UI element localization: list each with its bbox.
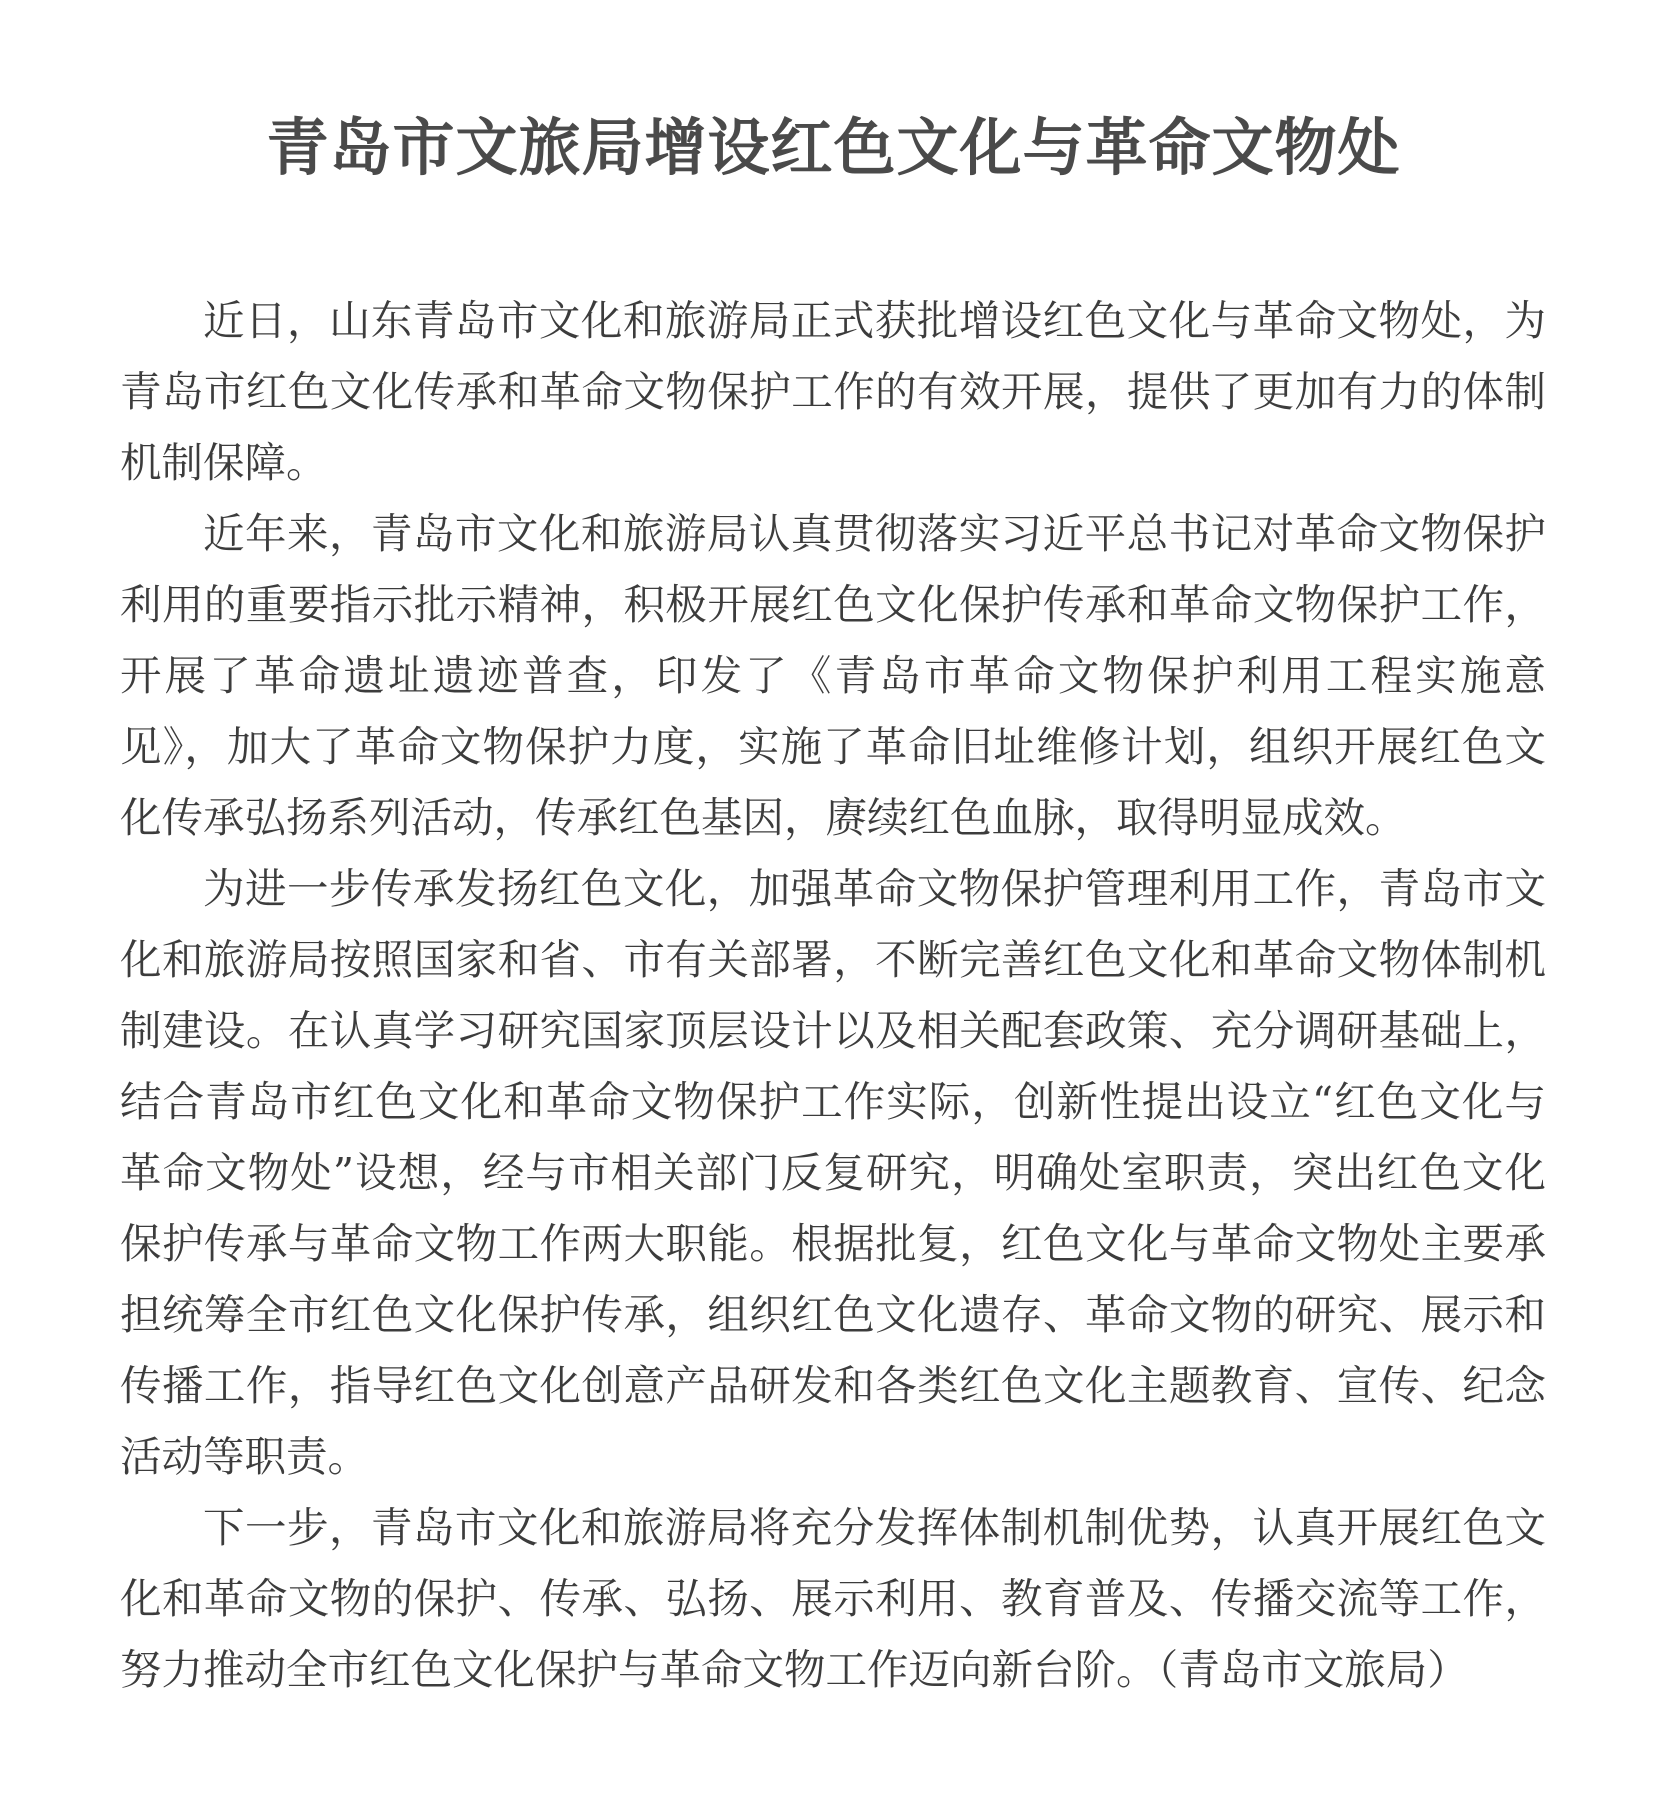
article-title: 青岛市文旅局增设红色文化与革命文物处 [266, 111, 1401, 184]
paragraph-2: 近年来，青岛市文化和旅游局认真贯彻落实习近平总书记对革命文物保护利用的重要指示批示精神，积极开展红色文化保护传承和革命文物保护工作，开展了革命遗址遗迹普查，印发了《青岛市革命文物保护利用工程实施意见》，加大了革命文物保护力度，实施了革命旧址维修计划，组织开展红色文化传承弘扬系列活动，传承红色基因，赓续红色血脉，取得明显成效。 [120, 509, 1546, 842]
paragraph-3: 为进一步传承发扬红色文化，加强革命文物保护管理利用工作，青岛市文化和旅游局按照国家和省、市有关部署，不断完善红色文化和革命文物体制机制建设。在认真学习研究国家顶层设计以及相关配套政策、充分调研基础上，结合青岛市红色文化和革命文物保护工作实际，创新性提出设立“红色文化与革命文物处”设想，经与市相关部门反复研究，明确处室职责，突出红色文化保护传承与革命文物工作两大职能。根据批复，红色文化与革命文物处主要承担统筹全市红色文化保护传承，组织红色文化遗存、革命文物的研究、展示和传播工作，指导红色文化创意产品研发和各类红色文化主题教育、宣传、纪念活动等职责。 [120, 864, 1546, 1481]
paragraph-4: 下一步，青岛市文化和旅游局将充分发挥体制机制优势，认真开展红色文化和革命文物的保护、传承、弘扬、展示利用、教育普及、传播交流等工作，努力推动全市红色文化保护与革命文物工作迈向新台阶。（青岛市文旅局） [120, 1503, 1546, 1694]
paragraph-1: 近日，山东青岛市文化和旅游局正式获批增设红色文化与革命文物处，为青岛市红色文化传承和革命文物保护工作的有效开展，提供了更加有力的体制机制保障。 [120, 296, 1546, 487]
article-body [120, 285, 1546, 1705]
